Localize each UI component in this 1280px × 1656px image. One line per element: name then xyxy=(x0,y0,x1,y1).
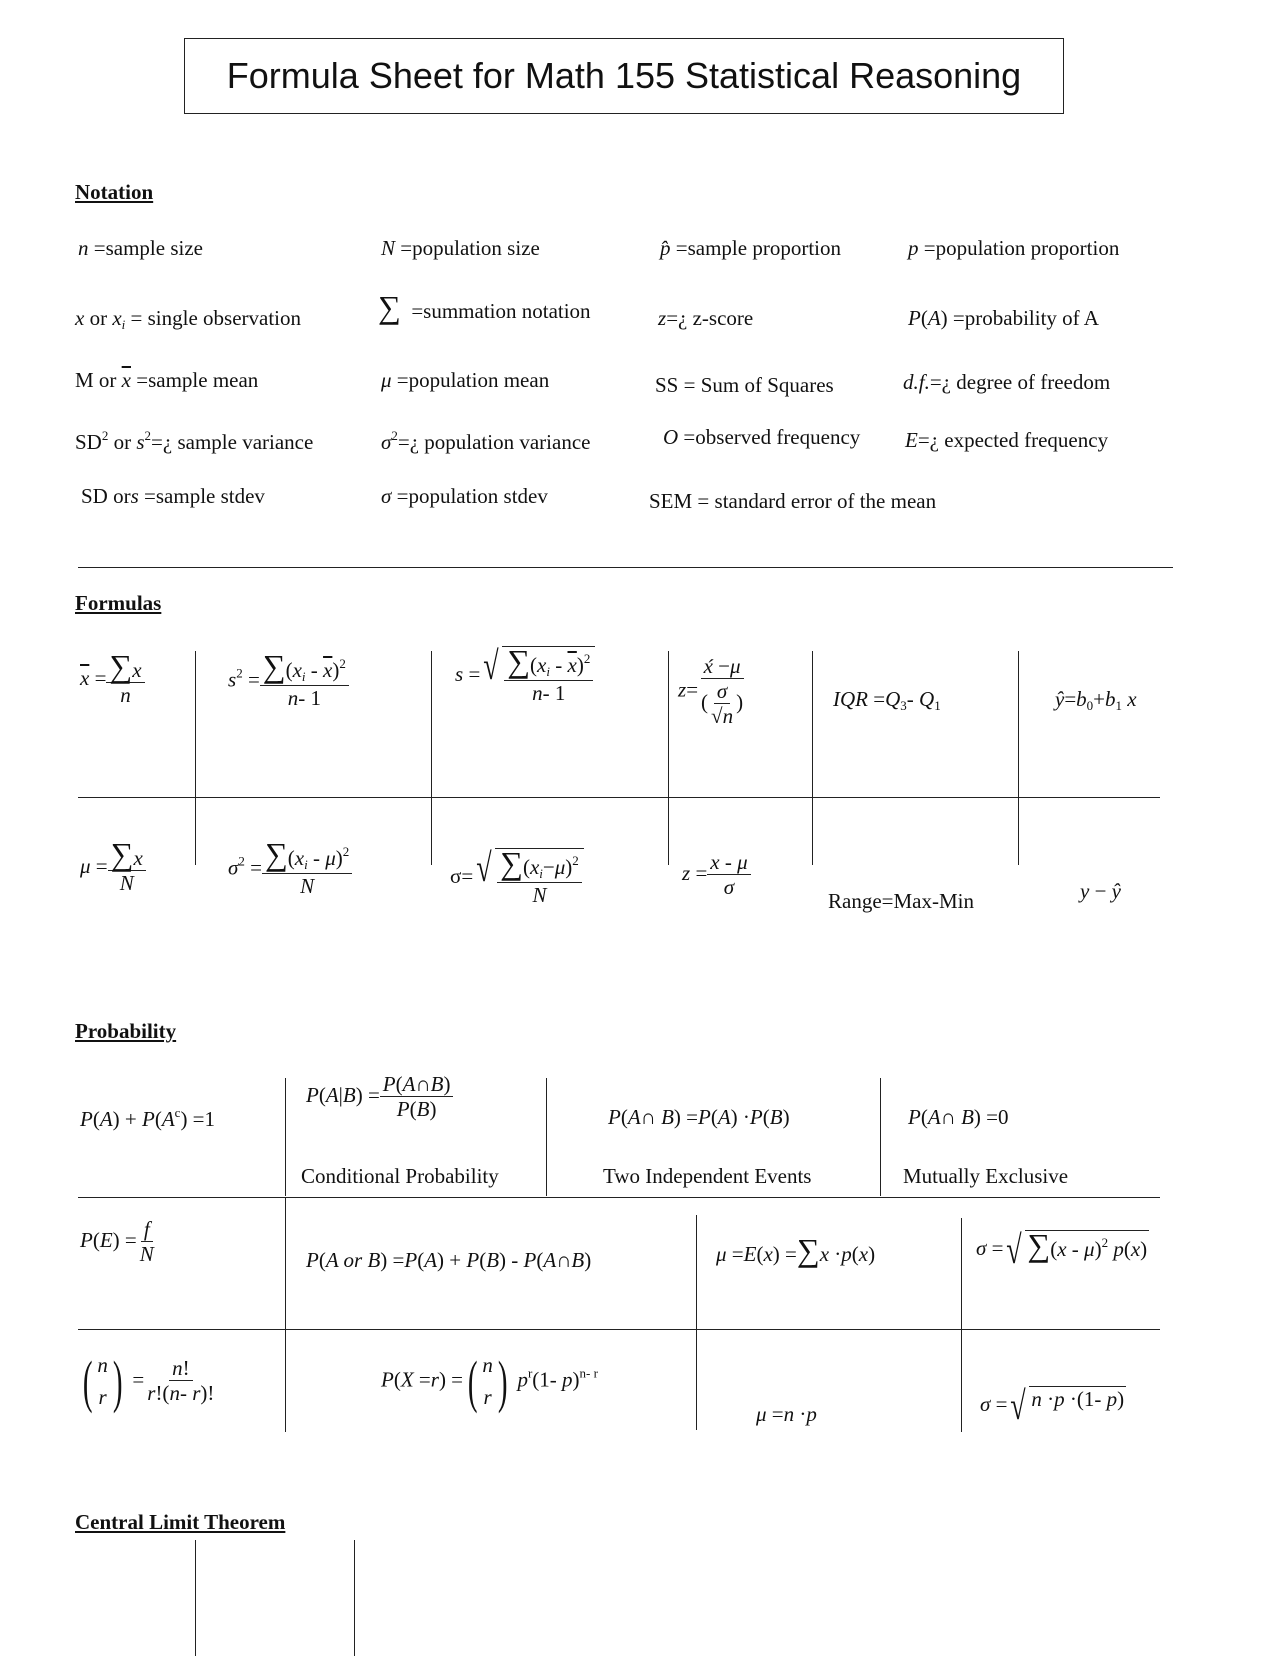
formula-sample-mean: $\overline{x}$ = $\frac{\sum x}{n}$ xyxy=(80,652,145,708)
formula-z-pop: z = $\frac{x - \mu}{\sigma}$ xyxy=(682,850,751,900)
grid-line xyxy=(354,1540,355,1656)
notation-sigma2: $\sigma^2=¿$ population variance xyxy=(381,428,591,454)
formula-expected-value: μ =E(x) =∑x ·p(x) xyxy=(716,1232,876,1268)
formula-discrete-stdev: σ = √ ∑(x - μ)$^2$ p(x) xyxy=(976,1227,1148,1272)
formula-binomial-stdev: σ = √ n ·p ·(1- p) xyxy=(980,1383,1125,1428)
notation-p: p =population proportion xyxy=(908,236,1120,260)
formula-sample-stdev: s = √ $\frac{\sum(x_i - \overline{x})^2}{n- 1}$ xyxy=(455,646,595,706)
grid-line xyxy=(696,1215,697,1430)
notation-s: SD ors =sample stdev xyxy=(81,484,265,508)
formula-range: Range=Max-Min xyxy=(828,889,974,913)
grid-line xyxy=(195,1540,196,1656)
notation-SEM: SEM = standard error of the mean xyxy=(649,489,937,513)
notation-N: N =population size xyxy=(381,236,540,260)
grid-line xyxy=(285,1078,286,1196)
notation-E: E=¿ expected frequency xyxy=(905,428,1109,452)
notation-mu: μ =population mean xyxy=(381,368,550,392)
probability-heading: Probability xyxy=(75,1019,177,1043)
label-independent: Two Independent Events xyxy=(603,1164,812,1188)
divider xyxy=(78,567,1173,568)
grid-line xyxy=(195,651,196,865)
grid-line xyxy=(78,797,1160,798)
notation-df: d.f.=¿ degree of freedom xyxy=(903,370,1111,394)
formula-residual: y − ŷ xyxy=(1080,879,1121,903)
formula-sample-variance: $s^2$ = $\frac{\sum(x_i - \overline{x})^2}{n- 1}$ xyxy=(228,652,349,711)
formula-pop-mean: μ = $\frac{\sum x}{N}$ xyxy=(80,840,146,896)
notation-n: n =sample size xyxy=(78,236,203,260)
notation-sigma: σ =population stdev xyxy=(381,484,548,508)
grid-line xyxy=(1018,651,1019,865)
grid-line xyxy=(812,651,813,865)
grid-line xyxy=(546,1078,547,1196)
formulas-heading: Formulas xyxy=(75,591,162,615)
formula-binomial-mean: μ =n ·p xyxy=(756,1402,817,1426)
grid-line xyxy=(880,1078,881,1196)
formula-z-sample: z= x́ −μ ( $\frac{\sigma}{√n}$ ) xyxy=(678,654,744,729)
grid-line xyxy=(961,1218,962,1432)
notation-summation: ∑ =summation notation xyxy=(378,289,591,325)
formula-iqr: IQR $=Q_3-$ $Q_1$ xyxy=(833,687,941,713)
grid-line xyxy=(668,651,669,865)
clt-heading: Central Limit Theorem xyxy=(75,1510,286,1534)
formula-mutually-exclusive: P(A∩ B) =0 xyxy=(908,1105,1009,1129)
notation-PA: P(A) =probability of A xyxy=(908,306,1099,330)
formula-pop-variance: $\sigma^2$ = $\frac{\sum(x_i - \mu)^2}{N}$ xyxy=(228,840,352,899)
formula-complement: $P(A) + P(A^c) =1$ xyxy=(80,1105,216,1131)
formula-addition: P(A or B) =P(A) + P(B) - P(A∩B) xyxy=(306,1248,592,1272)
grid-line xyxy=(78,1197,1160,1198)
notation-x: x or $x_i$ = single observation xyxy=(75,306,302,332)
formula-regression: $ŷ=b_0+b_1$ x xyxy=(1055,687,1137,713)
grid-line xyxy=(285,1197,286,1432)
notation-heading: Notation xyxy=(75,180,154,204)
formula-independent: P(A∩ B) =P(A) ·P(B) xyxy=(608,1105,790,1129)
notation-O: O =observed frequency xyxy=(663,425,861,449)
page-title: Formula Sheet for Math 155 Statistical Reasoning xyxy=(184,38,1064,114)
notation-phat: p̂ =sample proportion xyxy=(660,236,841,260)
formula-conditional: P(A|B) = $\frac{P(A\cap B)}{P(B)}$ xyxy=(306,1072,453,1122)
formula-pop-stdev: σ= √ $\frac{\sum(x_i-\mu)^2}{N}$ xyxy=(450,848,584,908)
formula-binomial: P(X =r) = ( n r ) $p^r(1-$ p)$^{n- r}$ xyxy=(381,1348,598,1414)
grid-line xyxy=(78,1329,1160,1330)
grid-line xyxy=(431,651,432,865)
notation-z: z=¿ z-score xyxy=(658,306,754,330)
formula-relative-frequency: P(E) = $\frac{f}{N}$ xyxy=(80,1217,154,1267)
label-mutually-exclusive: Mutually Exclusive xyxy=(903,1164,1069,1188)
label-conditional: Conditional Probability xyxy=(301,1164,499,1188)
notation-s2: $SD^2$ or $s^2=¿$ sample variance xyxy=(75,428,314,454)
formula-combination: ( n r ) = $\frac{n!}{r!(n- r)!}$ xyxy=(82,1348,215,1414)
notation-SS: SS = Sum of Squares xyxy=(655,373,834,397)
notation-xbar: M or $\overline{x}$ =sample mean xyxy=(75,368,259,392)
